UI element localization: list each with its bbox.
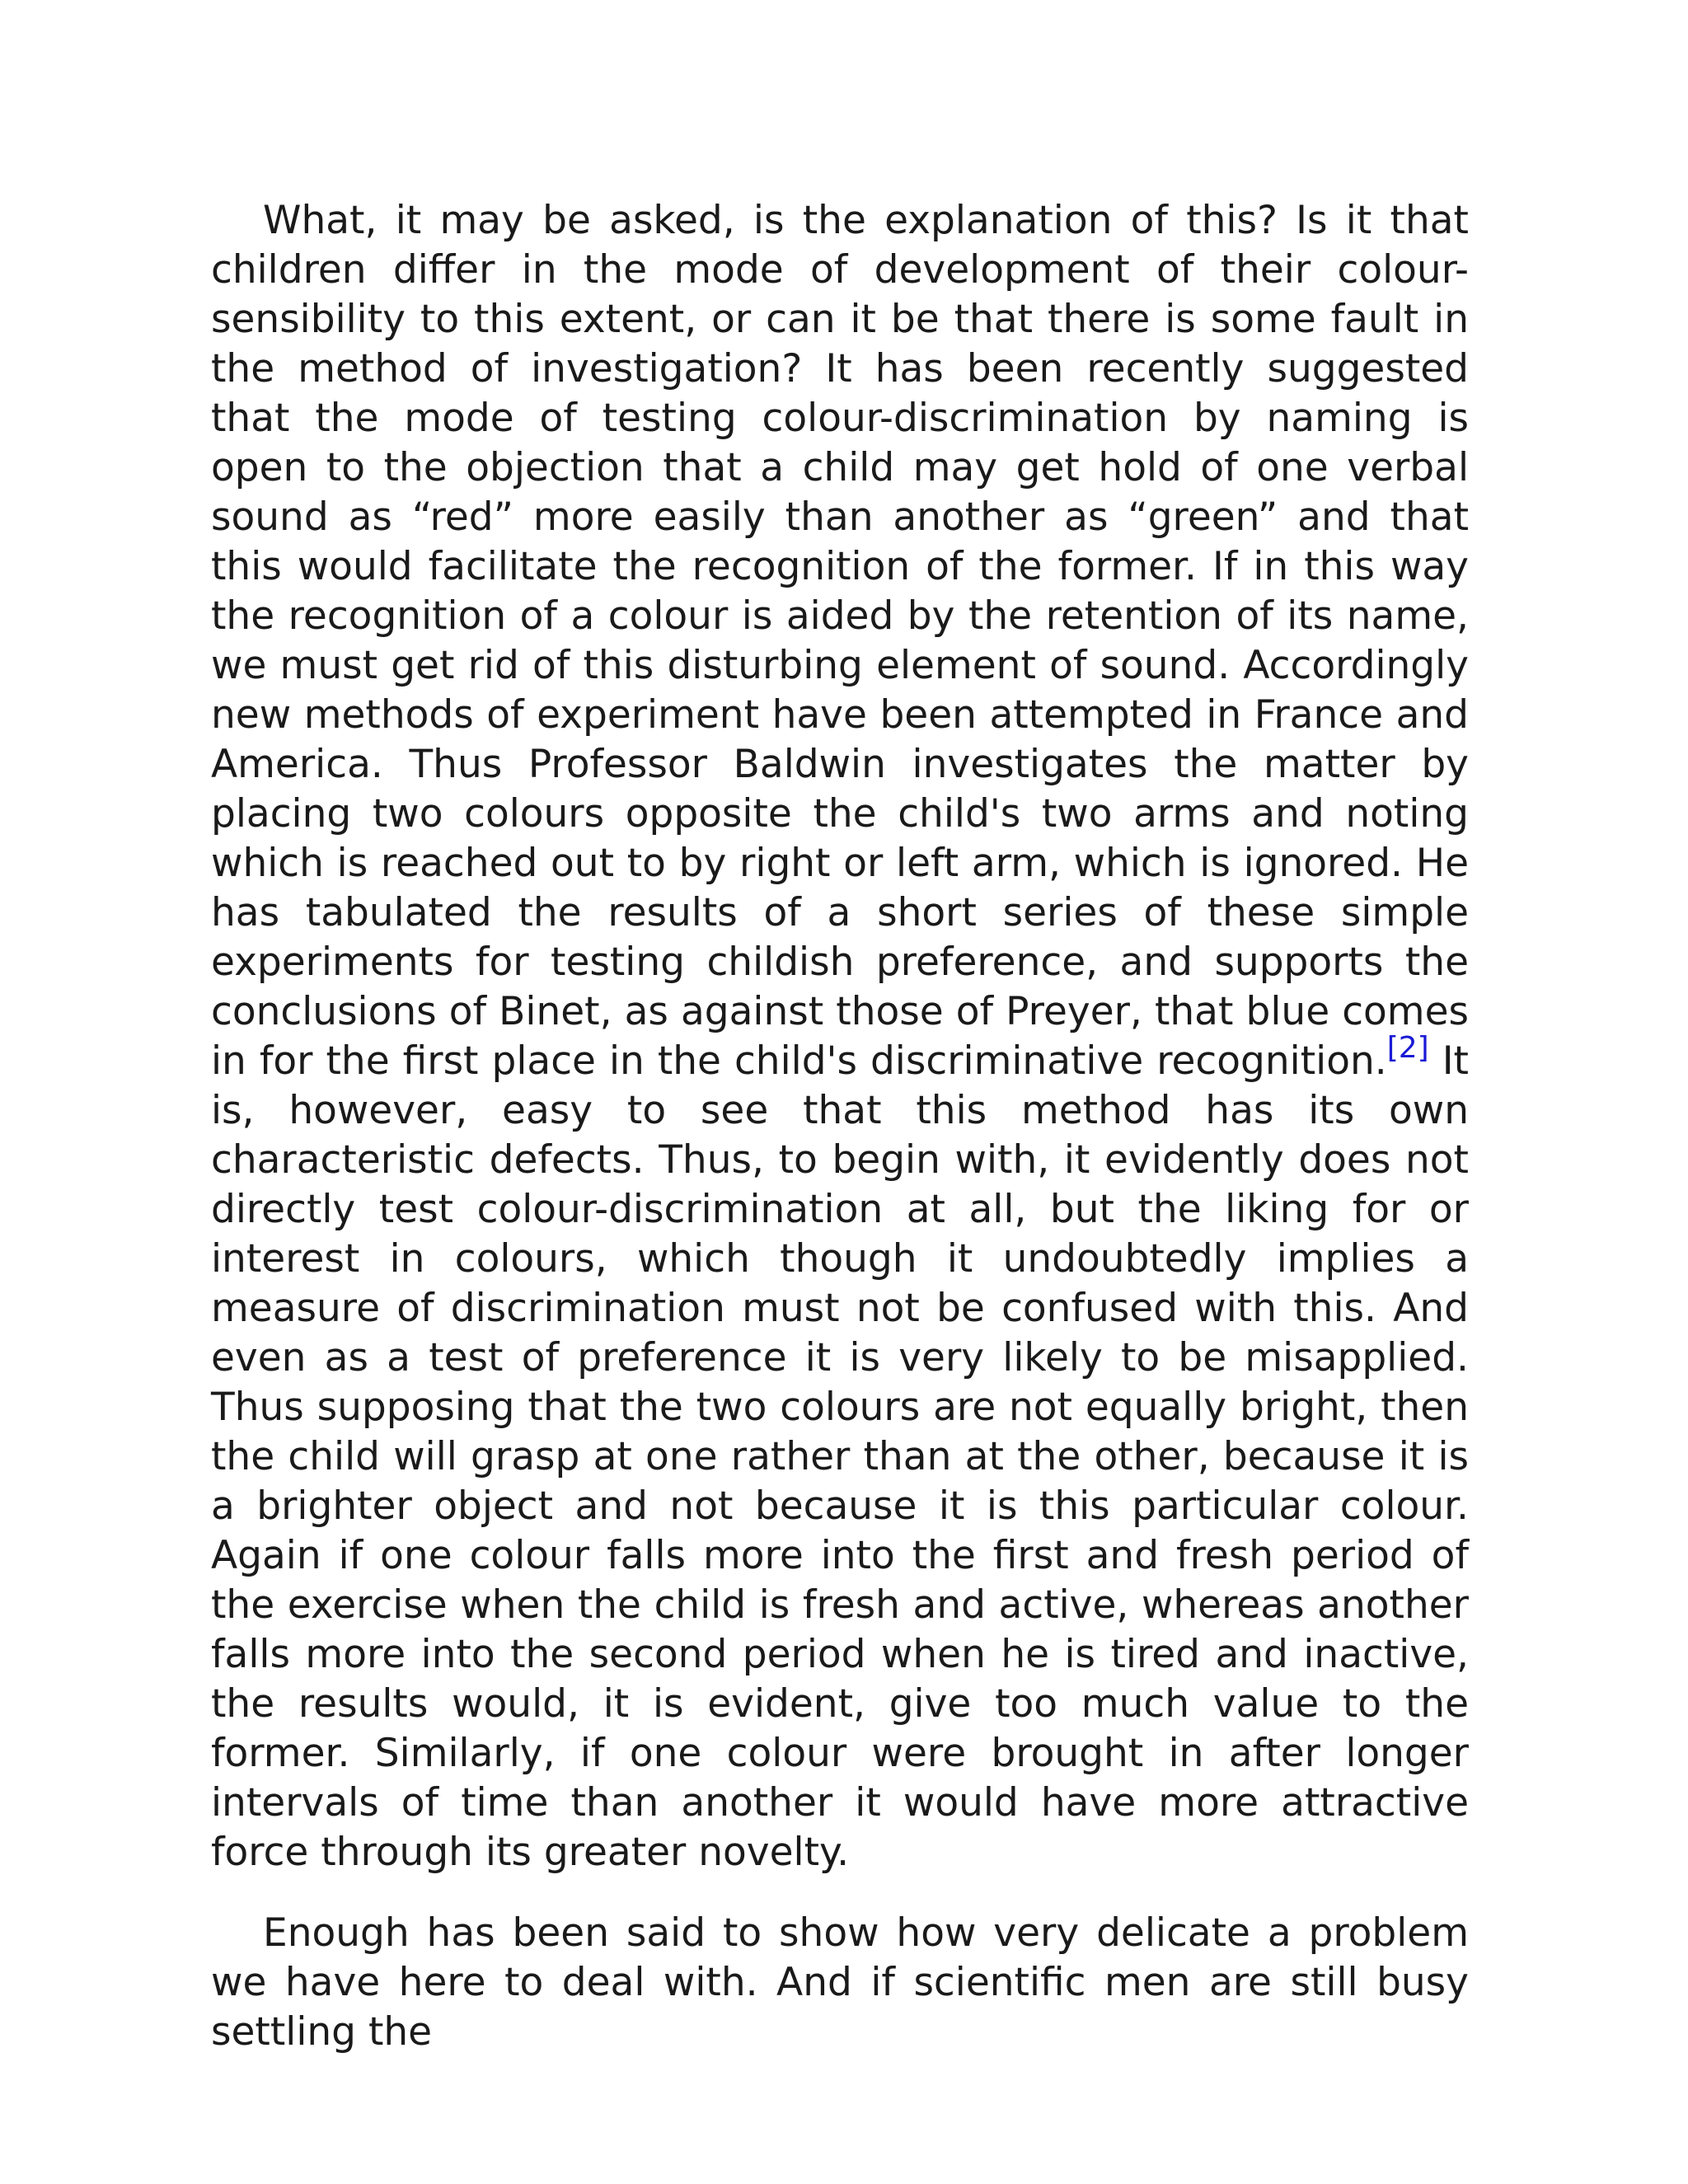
footnote-link-2[interactable]: [2] bbox=[1386, 1031, 1429, 1066]
paragraph-2: Enough has been said to show how very delicate a problem we have here to deal with. And if scientific men are still busy settling the bbox=[211, 1910, 1469, 2055]
document-page bbox=[211, 196, 1469, 2057]
paragraph-1 bbox=[211, 196, 1469, 1877]
paragraph-1-text-before-footnote: What, it may be asked, is the explanation of this? Is it that children differ in the mode of development of their colour-sensibility to this extent, or can it be that there is some fault in the method of investigation? It has been recently suggested that the mode of testing colour-discrimination by naming is open to the objection that a child may get hold of one verbal sound as “red” more easily than another as “green” and that this would facilitate the recognition of the former. If in this way the recognition of a colour is aided by the retention of its name, we must get rid of this disturbing element of sound. Accordingly new methods of experiment have been attempted in France and America. Thus Professor Baldwin investigates the matter by placing two colours opposite the child's two arms and noting which is reached out to by right or left arm, which is ignored. He has tabulated the results of a short series of these simple experiments for testing childish preference, and supports the conclusions of Binet, as against those of Preyer, that blue comes in for the first place in the child's discriminative recognition. bbox=[211, 198, 1469, 1084]
paragraph-1-text-after-footnote: It is, however, easy to see that this method has its own characteristic defects. Thus, to begin with, it evidently does not directly test colour-discrimination at all, but the liking for or interest in colours, which though it undoubtedly implies a measure of discrimination must not be confused with this. And even as a test of preference it is very likely to be misapplied. Thus supposing that the two colours are not equally bright, then the child will grasp at one rather than at the other, because it is a brighter object and not because it is this particular colour. Again if one colour falls more into the first and fresh period of the exercise when the child is fresh and active, whereas another falls more into the second period when he is tired and inactive, the results would, it is evident, give too much value to the former. Similarly, if one colour were brought in after longer intervals of time than another it would have more attractive force through its greater novelty. bbox=[211, 1038, 1469, 1875]
